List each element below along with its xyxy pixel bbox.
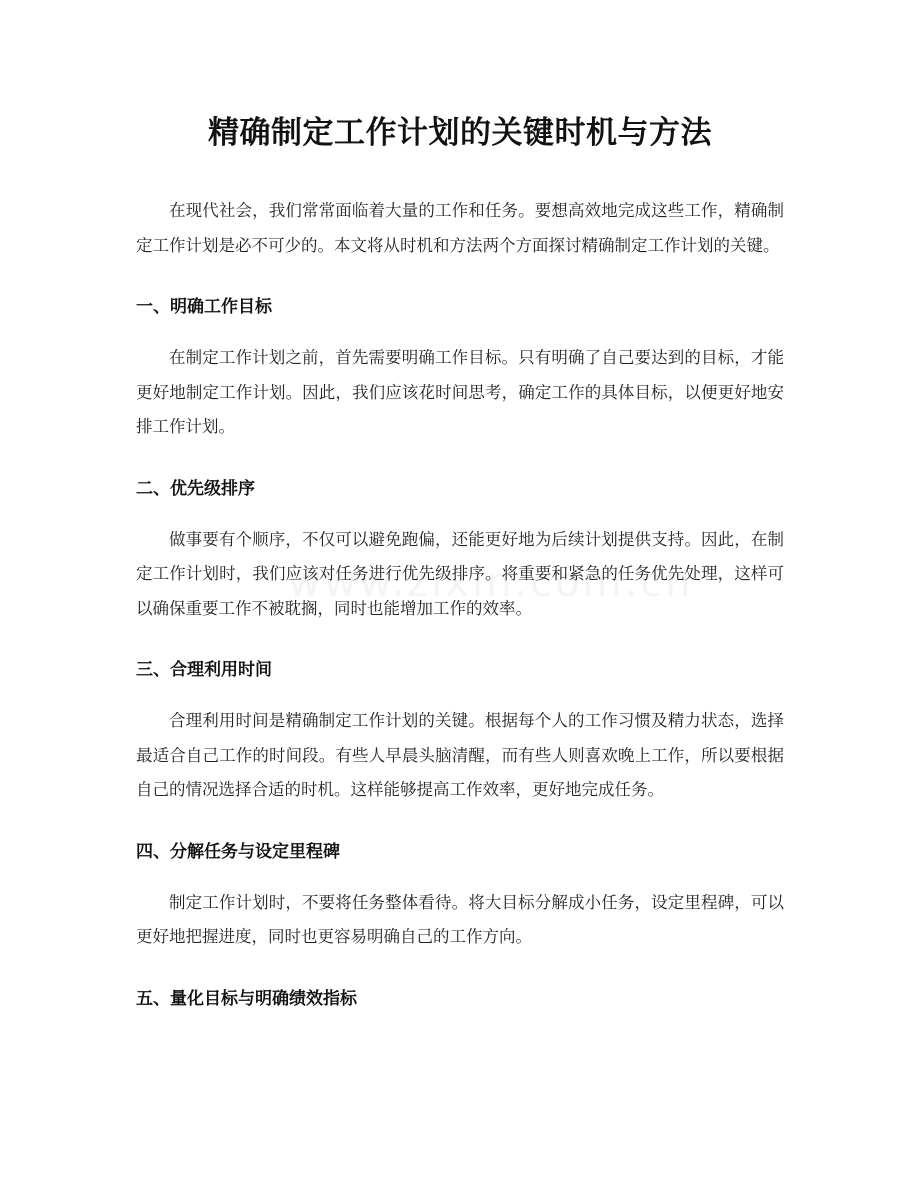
section-3: [136, 653, 784, 808]
section-heading: 二、优先级排序: [136, 478, 255, 499]
section-heading: 四、分解任务与设定里程碑: [136, 841, 340, 862]
section-4: [136, 835, 784, 955]
document-title: 精确制定工作计划的关键时机与方法: [208, 115, 712, 151]
section-heading: 一、明确工作目标: [136, 297, 272, 317]
intro-paragraph: 在现代社会，我们常常面临着大量的工作和任务。要想高效地完成这些工作，精确制定工作计划是必不可少的。本文将从时机和方法两个方面探讨精确制定工作计划的关键。: [136, 201, 784, 255]
section-paragraph: 合理利用时间是精确制定工作计划的关键。根据每个人的工作习惯及精力状态，选择最适合自己工作的时间段。有些人早晨头脑清醒，而有些人则喜欢晚上工作，所以要根据自己的情况选择合适的时机。这样能够提高工作效率，更好地完成任务。: [136, 711, 784, 799]
section-paragraph: 做事要有个顺序，不仅可以避免跑偏，还能更好地为后续计划提供支持。因此，在制定工作计划时，我们应该对任务进行优先级排序。将重要和紧急的任务优先处理，这样可以确保重要工作不被耽搁，同时也能增加工作的效率。: [136, 529, 784, 618]
section-paragraph: 在制定工作计划之前，首先需要明确工作目标。只有明确了自己要达到的目标，才能更好地制定工作计划。因此，我们应该花时间思考，确定工作的具体目标，以便更好地安排工作计划。: [136, 348, 784, 436]
section-1: [136, 290, 784, 445]
section-2: [136, 472, 784, 627]
section-heading: 三、合理利用时间: [136, 660, 272, 680]
section-5: [136, 982, 784, 1016]
section-heading: 五、量化目标与明确绩效指标: [136, 988, 357, 1009]
section-paragraph: 制定工作计划时，不要将任务整体看待。将大目标分解成小任务，设定里程碑，可以更好地把握进度，同时也更容易明确自己的工作方向。: [136, 892, 784, 946]
